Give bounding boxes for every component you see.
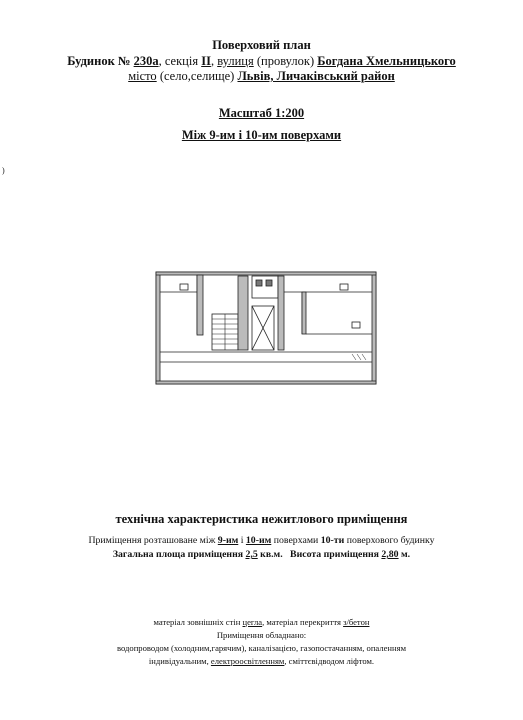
materials-line: матеріал зовнішніх стін цегла, матеріал перекриття з/бетон [153,617,370,627]
building-number: 230а [133,54,159,68]
floor-range: Між 9-им і 10-им поверхами [181,128,342,142]
height-value: 2,80 [381,549,399,560]
area-value: 2,5 [245,549,258,560]
scale-label: Масштаб 1:200 [218,106,305,120]
section-number: II [201,54,211,68]
placement-line: Приміщення розташоване між 9-им і 10-им поверхами 10-ти поверхового будинку [88,535,435,546]
utilities-line-2: індивідуальним, електроосвітленням, сміттєвідводом ліфтом. [148,656,375,666]
utilities-line: водопроводом (холодним,гарячим), каналізацією, газопостачанням, опаленням [116,643,407,653]
city-name: Львів, Личаківський район [237,69,395,83]
characteristics-title: технічна характеристика нежитлового приміщення [115,512,408,526]
left-margin-mark: ) [2,166,5,175]
equipped-label: Приміщення обладнано: [216,630,307,640]
street-name: Богдана Хмельницького [317,54,456,68]
page-title: Поверховий план [212,38,311,52]
building-address-line: Будинок № 230а, секція II, вулиця (провулок) Богдана Хмельницького [67,54,456,68]
city-line: місто (село,селище) Львів, Личаківський район [128,69,395,83]
area-line: Загальна площа приміщення 2,5 кв.м. Висота приміщення 2,80 м. [112,549,411,560]
floor-plan-drawing [152,262,380,388]
